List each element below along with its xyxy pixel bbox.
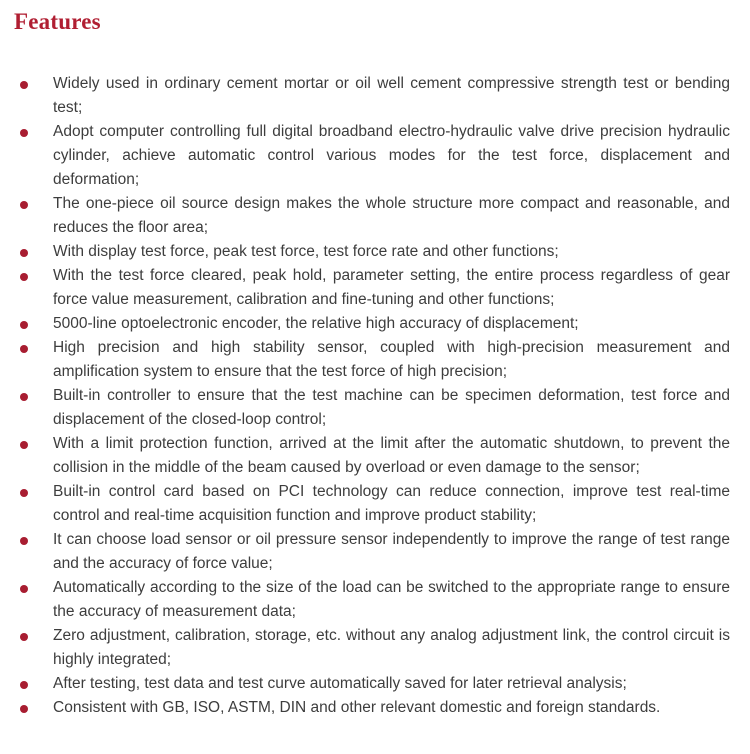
- features-list: [0, 72, 750, 720]
- bullet-icon: [20, 264, 53, 281]
- page-title: Features: [14, 9, 101, 34]
- list-item: [0, 432, 750, 480]
- feature-text: With a limit protection function, arrived at the limit after the automatic shutdown, to prevent the collision in the middle of the beam caused by overload or even damage to the sensor;: [53, 435, 730, 476]
- bullet-icon: [20, 72, 53, 89]
- bullet-icon: [20, 696, 53, 713]
- list-item: [0, 312, 750, 336]
- feature-text: Consistent with GB, ISO, ASTM, DIN and other relevant domestic and foreign standards.: [53, 699, 661, 716]
- bullet-icon: [20, 432, 53, 449]
- feature-text: Widely used in ordinary cement mortar or oil well cement compressive strength test or bending test;: [53, 75, 730, 116]
- feature-text: With display test force, peak test force, test force rate and other functions;: [53, 243, 559, 260]
- list-item: [0, 576, 750, 624]
- feature-text: It can choose load sensor or oil pressure sensor independently to improve the range of test range and the accuracy of force value;: [53, 531, 730, 572]
- bullet-icon: [20, 312, 53, 329]
- list-item: [0, 480, 750, 528]
- list-item: [0, 240, 750, 264]
- list-item: [0, 624, 750, 672]
- feature-text: Zero adjustment, calibration, storage, etc. without any analog adjustment link, the control circuit is highly integrated;: [53, 627, 730, 668]
- bullet-icon: [20, 336, 53, 353]
- bullet-icon: [20, 672, 53, 689]
- list-item: [0, 72, 750, 120]
- list-item: [0, 384, 750, 432]
- feature-text: Built-in control card based on PCI technology can reduce connection, improve test real-time control and real-time acquisition function and improve product stability;: [53, 483, 730, 524]
- feature-text: Adopt computer controlling full digital broadband electro-hydraulic valve drive precision hydraulic cylinder, achieve automatic control various modes for the test force, displacement and deformation;: [53, 123, 730, 188]
- list-item: [0, 696, 750, 720]
- bullet-icon: [20, 120, 53, 137]
- bullet-icon: [20, 528, 53, 545]
- feature-text: Built-in controller to ensure that the test machine can be specimen deformation, test force and displacement of the closed-loop control;: [53, 387, 730, 428]
- feature-text: 5000-line optoelectronic encoder, the relative high accuracy of displacement;: [53, 315, 579, 332]
- list-item: [0, 528, 750, 576]
- feature-text: The one-piece oil source design makes the whole structure more compact and reasonable, and reduces the floor area;: [53, 195, 730, 236]
- bullet-icon: [20, 384, 53, 401]
- bullet-icon: [20, 192, 53, 209]
- list-item: [0, 120, 750, 192]
- bullet-icon: [20, 240, 53, 257]
- bullet-icon: [20, 624, 53, 641]
- list-item: [0, 336, 750, 384]
- feature-text: After testing, test data and test curve automatically saved for later retrieval analysis;: [53, 675, 627, 692]
- bullet-icon: [20, 576, 53, 593]
- list-item: [0, 264, 750, 312]
- feature-text: Automatically according to the size of the load can be switched to the appropriate range to ensure the accuracy of measurement data;: [53, 579, 730, 620]
- feature-text: High precision and high stability sensor, coupled with high-precision measurement and amplification system to ensure that the test force of high precision;: [53, 339, 730, 380]
- bullet-icon: [20, 480, 53, 497]
- list-item: [0, 672, 750, 696]
- list-item: [0, 192, 750, 240]
- feature-text: With the test force cleared, peak hold, parameter setting, the entire process regardless of gear force value measurement, calibration and fine-tuning and other functions;: [53, 267, 730, 308]
